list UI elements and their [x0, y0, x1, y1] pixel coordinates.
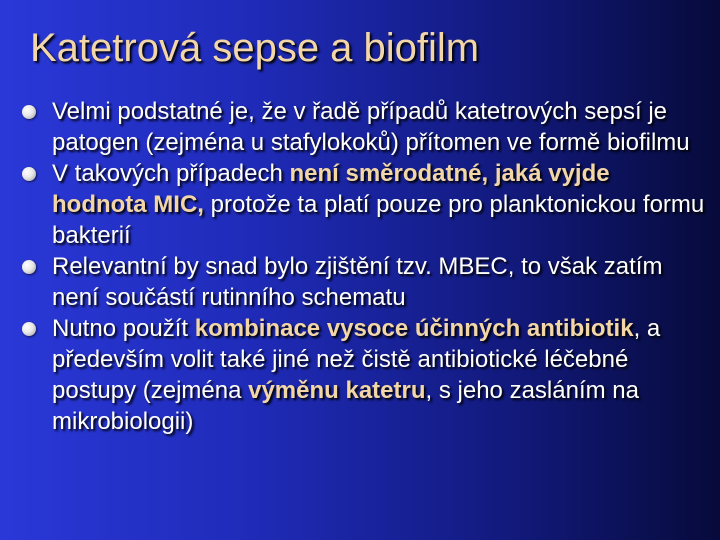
bullet-list [20, 96, 710, 437]
bullet-highlight: výměnu katetru [248, 377, 426, 404]
bullet-dot-icon [22, 105, 36, 119]
bullet-item-combination [20, 313, 710, 437]
bullet-dot-icon [22, 167, 36, 181]
bullet-item-biofilm [20, 96, 710, 158]
bullet-dot-icon [22, 322, 36, 336]
bullet-text: Nutno použít [52, 315, 195, 342]
bullet-highlight: kombinace vysoce účinných antibiotik [194, 315, 634, 342]
bullet-item-mbec [20, 251, 710, 313]
bullet-text: , s jeho zasláním na mikrobiologii) [52, 377, 639, 435]
bullet-text: V takových případech [52, 160, 290, 187]
bullet-item-mic [20, 158, 710, 251]
bullet-dot-icon [22, 260, 36, 274]
bullet-text: Velmi podstatné je, že v řadě případů katetrových sepsí je patogen (zejména u stafylokoků) přítomen ve formě biofilmu [52, 98, 690, 156]
bullet-highlight: není směrodatné, jaká vyjde hodnota MIC, [52, 160, 610, 218]
bullet-text: Relevantní by snad bylo zjištění tzv. MBEC, to však zatím není součástí rutinního schematu [52, 253, 663, 311]
bullet-text: , a především volit také jiné než čistě antibiotické léčebné postupy (zejména [52, 315, 661, 404]
slide-title: Katetrová sepse a biofilm [30, 26, 480, 70]
bullet-text: protože ta platí pouze pro planktonickou formu bakterií [52, 191, 705, 249]
